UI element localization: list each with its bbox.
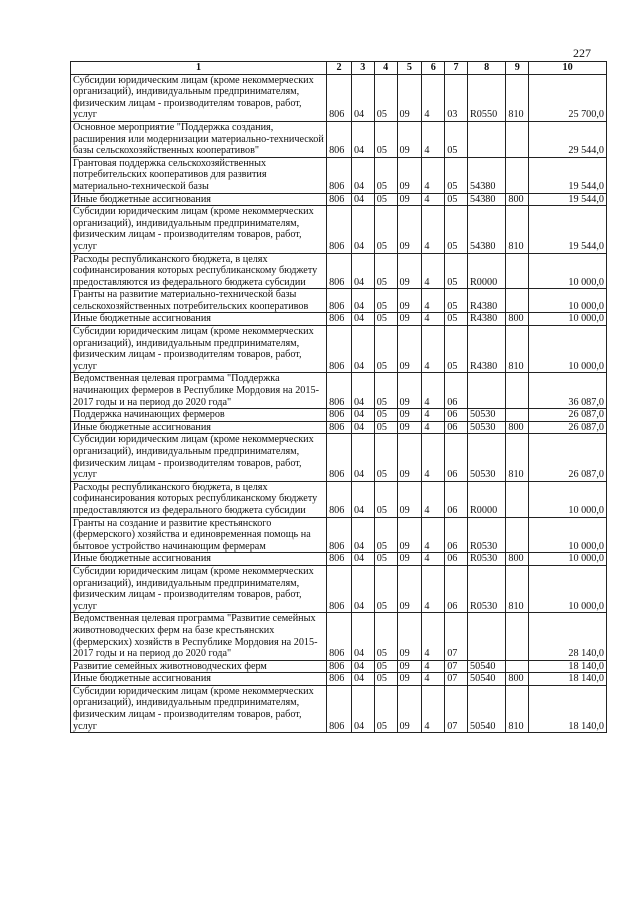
code-cell: 09 <box>397 481 422 517</box>
code-cell: 806 <box>327 409 352 422</box>
row-name-cell: Развитие семейных животноводческих ферм <box>71 660 327 673</box>
amount-cell: 10 000,0 <box>529 253 607 289</box>
table-row <box>71 253 607 289</box>
code-cell: 09 <box>397 373 422 409</box>
code-cell: 04 <box>351 326 374 373</box>
table-row <box>71 74 607 121</box>
row-name-cell: Иные бюджетные ассигнования <box>71 313 327 326</box>
column-header: 3 <box>351 62 374 75</box>
code-cell: 09 <box>397 517 422 553</box>
table-row <box>71 206 607 253</box>
code-cell: 50540 <box>468 660 506 673</box>
code-cell: 04 <box>351 193 374 206</box>
code-cell: 806 <box>327 553 352 566</box>
code-cell: 4 <box>422 685 445 732</box>
code-cell: 54380 <box>468 206 506 253</box>
code-cell: 806 <box>327 517 352 553</box>
code-cell: 04 <box>351 421 374 434</box>
row-name-cell: Основное мероприятие "Поддержка создания, расширения или модернизации материально-технической базы сельскохозяйственных кооперативов" <box>71 121 327 157</box>
code-cell: 05 <box>374 613 397 660</box>
code-cell: 806 <box>327 673 352 686</box>
code-cell: 09 <box>397 326 422 373</box>
code-cell: 09 <box>397 565 422 612</box>
code-cell: 4 <box>422 74 445 121</box>
row-name-cell: Расходы республиканского бюджета, в целях софинансирования которых республиканскому бюджету предоставляются из федерального бюджета субсидии <box>71 253 327 289</box>
row-name-cell: Субсидии юридическим лицам (кроме некоммерческих организаций), индивидуальным предпринимателям, физическим лицам - производителям товаров, работ, услуг <box>71 74 327 121</box>
amount-cell: 19 544,0 <box>529 206 607 253</box>
table-row <box>71 421 607 434</box>
row-name-cell: Ведомственная целевая программа "Поддержка начинающих фермеров в Республике Мордовия на 2015-2017 годы и на период до 2020 года" <box>71 373 327 409</box>
code-cell: 4 <box>422 565 445 612</box>
row-name-cell: Субсидии юридическим лицам (кроме некоммерческих организаций), индивидуальным предпринимателям, физическим лицам - производителям товаров, работ, услуг <box>71 434 327 481</box>
code-cell: 05 <box>374 421 397 434</box>
table-row <box>71 121 607 157</box>
code-cell: 810 <box>506 74 529 121</box>
code-cell: 800 <box>506 421 529 434</box>
code-cell: 810 <box>506 434 529 481</box>
code-cell: R0000 <box>468 481 506 517</box>
code-cell: 4 <box>422 313 445 326</box>
code-cell: 05 <box>445 253 468 289</box>
code-cell: 09 <box>397 206 422 253</box>
code-cell: 50530 <box>468 434 506 481</box>
code-cell: 06 <box>445 481 468 517</box>
code-cell: 06 <box>445 565 468 612</box>
code-cell: 05 <box>374 373 397 409</box>
code-cell <box>506 409 529 422</box>
amount-cell: 10 000,0 <box>529 326 607 373</box>
code-cell: 05 <box>374 553 397 566</box>
code-cell: 806 <box>327 289 352 313</box>
code-cell <box>506 289 529 313</box>
column-header: 9 <box>506 62 529 75</box>
code-cell <box>468 121 506 157</box>
amount-cell: 25 700,0 <box>529 74 607 121</box>
code-cell: 06 <box>445 373 468 409</box>
column-header: 2 <box>327 62 352 75</box>
column-header: 10 <box>529 62 607 75</box>
code-cell: 04 <box>351 313 374 326</box>
code-cell: 04 <box>351 253 374 289</box>
code-cell: 4 <box>422 193 445 206</box>
table-row <box>71 193 607 206</box>
amount-cell: 26 087,0 <box>529 421 607 434</box>
code-cell: 806 <box>327 157 352 193</box>
code-cell: 806 <box>327 565 352 612</box>
code-cell <box>506 613 529 660</box>
code-cell: 806 <box>327 660 352 673</box>
code-cell <box>468 373 506 409</box>
code-cell: 09 <box>397 660 422 673</box>
column-header: 6 <box>422 62 445 75</box>
table-row <box>71 673 607 686</box>
amount-cell: 18 140,0 <box>529 673 607 686</box>
code-cell: 50530 <box>468 409 506 422</box>
table-body <box>71 74 607 733</box>
code-cell: 04 <box>351 206 374 253</box>
amount-cell: 28 140,0 <box>529 613 607 660</box>
code-cell: 4 <box>422 253 445 289</box>
code-cell: 05 <box>374 673 397 686</box>
table-row <box>71 565 607 612</box>
code-cell: 09 <box>397 409 422 422</box>
code-cell: 05 <box>445 313 468 326</box>
row-name-cell: Иные бюджетные ассигнования <box>71 673 327 686</box>
code-cell: 04 <box>351 121 374 157</box>
amount-cell: 19 544,0 <box>529 157 607 193</box>
amount-cell: 18 140,0 <box>529 685 607 732</box>
code-cell: R0530 <box>468 565 506 612</box>
row-name-cell: Гранты на создание и развитие крестьянского (фермерского) хозяйства и единовременная помощь на бытовое устройство начинающим фермерам <box>71 517 327 553</box>
code-cell <box>506 121 529 157</box>
code-cell: 04 <box>351 157 374 193</box>
code-cell: 4 <box>422 289 445 313</box>
code-cell: 07 <box>445 673 468 686</box>
code-cell: 04 <box>351 434 374 481</box>
code-cell: 806 <box>327 193 352 206</box>
code-cell: 09 <box>397 313 422 326</box>
code-cell: 54380 <box>468 157 506 193</box>
code-cell: 09 <box>397 121 422 157</box>
code-cell <box>468 613 506 660</box>
code-cell: R4380 <box>468 313 506 326</box>
code-cell <box>506 517 529 553</box>
code-cell: 09 <box>397 613 422 660</box>
row-name-cell: Грантовая поддержка сельскохозяйственных потребительских кооперативов для развития материально-технической базы <box>71 157 327 193</box>
code-cell: 4 <box>422 481 445 517</box>
row-name-cell: Ведомственная целевая программа "Развитие семейных животноводческих ферм на базе крестьянских (фермерских) хозяйств в Республике Мордовия на 2015-2017 годы и на период до 2020 года" <box>71 613 327 660</box>
code-cell: 4 <box>422 553 445 566</box>
code-cell: 06 <box>445 553 468 566</box>
code-cell: 50540 <box>468 685 506 732</box>
row-name-cell: Иные бюджетные ассигнования <box>71 553 327 566</box>
code-cell: 04 <box>351 660 374 673</box>
code-cell: 04 <box>351 613 374 660</box>
code-cell: 07 <box>445 660 468 673</box>
code-cell: 806 <box>327 421 352 434</box>
table-row <box>71 434 607 481</box>
code-cell: 806 <box>327 326 352 373</box>
amount-cell: 10 000,0 <box>529 553 607 566</box>
code-cell: 09 <box>397 157 422 193</box>
amount-cell: 10 000,0 <box>529 289 607 313</box>
table-row <box>71 685 607 732</box>
code-cell: 05 <box>374 685 397 732</box>
code-cell: 810 <box>506 206 529 253</box>
row-name-cell: Иные бюджетные ассигнования <box>71 421 327 434</box>
code-cell: 06 <box>445 409 468 422</box>
code-cell: R0530 <box>468 553 506 566</box>
code-cell: 05 <box>374 481 397 517</box>
amount-cell: 10 000,0 <box>529 481 607 517</box>
column-header: 7 <box>445 62 468 75</box>
code-cell: 806 <box>327 373 352 409</box>
table-row <box>71 553 607 566</box>
table-row <box>71 481 607 517</box>
code-cell: 806 <box>327 74 352 121</box>
table-row <box>71 660 607 673</box>
amount-cell: 29 544,0 <box>529 121 607 157</box>
code-cell: 05 <box>374 253 397 289</box>
code-cell: 4 <box>422 206 445 253</box>
code-cell: 05 <box>374 409 397 422</box>
row-name-cell: Субсидии юридическим лицам (кроме некоммерческих организаций), индивидуальным предпринимателям, физическим лицам - производителям товаров, работ, услуг <box>71 685 327 732</box>
column-header: 8 <box>468 62 506 75</box>
amount-cell: 26 087,0 <box>529 434 607 481</box>
code-cell: 800 <box>506 313 529 326</box>
row-name-cell: Субсидии юридическим лицам (кроме некоммерческих организаций), индивидуальным предпринимателям, физическим лицам - производителям товаров, работ, услуг <box>71 326 327 373</box>
code-cell: 05 <box>445 206 468 253</box>
code-cell: 04 <box>351 481 374 517</box>
amount-cell: 19 544,0 <box>529 193 607 206</box>
code-cell: 09 <box>397 193 422 206</box>
code-cell: 05 <box>374 313 397 326</box>
table-row <box>71 517 607 553</box>
code-cell: 4 <box>422 409 445 422</box>
code-cell: 05 <box>445 121 468 157</box>
code-cell: 05 <box>374 434 397 481</box>
code-cell: 05 <box>374 74 397 121</box>
code-cell: 09 <box>397 434 422 481</box>
table-row <box>71 157 607 193</box>
table-row <box>71 613 607 660</box>
code-cell: 05 <box>374 289 397 313</box>
row-name-cell: Иные бюджетные ассигнования <box>71 193 327 206</box>
code-cell: 05 <box>445 326 468 373</box>
code-cell: 806 <box>327 121 352 157</box>
code-cell: 04 <box>351 289 374 313</box>
code-cell: 03 <box>445 74 468 121</box>
code-cell: 09 <box>397 421 422 434</box>
code-cell: 05 <box>374 157 397 193</box>
code-cell: 09 <box>397 253 422 289</box>
code-cell: 04 <box>351 74 374 121</box>
code-cell: 4 <box>422 434 445 481</box>
code-cell: R4380 <box>468 289 506 313</box>
code-cell: 810 <box>506 565 529 612</box>
table-header-row <box>71 62 607 75</box>
code-cell: 05 <box>445 193 468 206</box>
code-cell: 06 <box>445 517 468 553</box>
code-cell: 09 <box>397 685 422 732</box>
code-cell: 50540 <box>468 673 506 686</box>
code-cell: R0550 <box>468 74 506 121</box>
code-cell: 806 <box>327 685 352 732</box>
amount-cell: 26 087,0 <box>529 409 607 422</box>
page-number: 227 <box>573 46 591 60</box>
code-cell: 07 <box>445 685 468 732</box>
code-cell: 09 <box>397 289 422 313</box>
code-cell: 4 <box>422 326 445 373</box>
code-cell: 04 <box>351 673 374 686</box>
amount-cell: 18 140,0 <box>529 660 607 673</box>
code-cell: 05 <box>374 193 397 206</box>
code-cell: 05 <box>374 206 397 253</box>
amount-cell: 36 087,0 <box>529 373 607 409</box>
code-cell: 06 <box>445 421 468 434</box>
code-cell: 810 <box>506 685 529 732</box>
code-cell: 05 <box>374 121 397 157</box>
budget-table <box>70 61 607 733</box>
row-name-cell: Субсидии юридическим лицам (кроме некоммерческих организаций), индивидуальным предпринимателям, физическим лицам - производителям товаров, работ, услуг <box>71 565 327 612</box>
code-cell: 06 <box>445 434 468 481</box>
row-name-cell: Поддержка начинающих фермеров <box>71 409 327 422</box>
code-cell: 4 <box>422 121 445 157</box>
code-cell: 09 <box>397 74 422 121</box>
code-cell: 04 <box>351 373 374 409</box>
code-cell: 04 <box>351 685 374 732</box>
code-cell: 05 <box>445 289 468 313</box>
code-cell: 800 <box>506 553 529 566</box>
code-cell: 05 <box>374 326 397 373</box>
code-cell: 4 <box>422 613 445 660</box>
code-cell: 806 <box>327 481 352 517</box>
code-cell: 806 <box>327 613 352 660</box>
code-cell: R0000 <box>468 253 506 289</box>
code-cell: 05 <box>445 157 468 193</box>
code-cell: 806 <box>327 253 352 289</box>
code-cell: 4 <box>422 157 445 193</box>
code-cell: 09 <box>397 673 422 686</box>
code-cell: 04 <box>351 565 374 612</box>
code-cell: 04 <box>351 517 374 553</box>
row-name-cell: Гранты на развитие материально-технической базы сельскохозяйственных потребительских кооперативов <box>71 289 327 313</box>
code-cell: R0530 <box>468 517 506 553</box>
code-cell: 05 <box>374 565 397 612</box>
code-cell: 806 <box>327 434 352 481</box>
row-name-cell: Расходы республиканского бюджета, в целях софинансирования которых республиканскому бюджету предоставляются из федерального бюджета субсидии <box>71 481 327 517</box>
code-cell: 05 <box>374 660 397 673</box>
code-cell: 810 <box>506 326 529 373</box>
amount-cell: 10 000,0 <box>529 517 607 553</box>
code-cell: 04 <box>351 409 374 422</box>
column-header: 5 <box>397 62 422 75</box>
amount-cell: 10 000,0 <box>529 565 607 612</box>
code-cell: 04 <box>351 553 374 566</box>
code-cell: 4 <box>422 660 445 673</box>
code-cell: 4 <box>422 673 445 686</box>
code-cell: 800 <box>506 673 529 686</box>
code-cell <box>506 253 529 289</box>
code-cell: 4 <box>422 517 445 553</box>
table-row <box>71 409 607 422</box>
table-row <box>71 289 607 313</box>
table-row <box>71 373 607 409</box>
code-cell: 800 <box>506 193 529 206</box>
code-cell: R4380 <box>468 326 506 373</box>
code-cell: 50530 <box>468 421 506 434</box>
code-cell: 07 <box>445 613 468 660</box>
table-row <box>71 313 607 326</box>
table-row <box>71 326 607 373</box>
code-cell <box>506 373 529 409</box>
code-cell: 05 <box>374 517 397 553</box>
column-header: 1 <box>71 62 327 75</box>
code-cell: 4 <box>422 421 445 434</box>
code-cell <box>506 157 529 193</box>
row-name-cell: Субсидии юридическим лицам (кроме некоммерческих организаций), индивидуальным предпринимателям, физическим лицам - производителям товаров, работ, услуг <box>71 206 327 253</box>
code-cell: 54380 <box>468 193 506 206</box>
code-cell <box>506 481 529 517</box>
code-cell: 09 <box>397 553 422 566</box>
code-cell <box>506 660 529 673</box>
code-cell: 4 <box>422 373 445 409</box>
code-cell: 806 <box>327 206 352 253</box>
code-cell: 806 <box>327 313 352 326</box>
column-header: 4 <box>374 62 397 75</box>
amount-cell: 10 000,0 <box>529 313 607 326</box>
